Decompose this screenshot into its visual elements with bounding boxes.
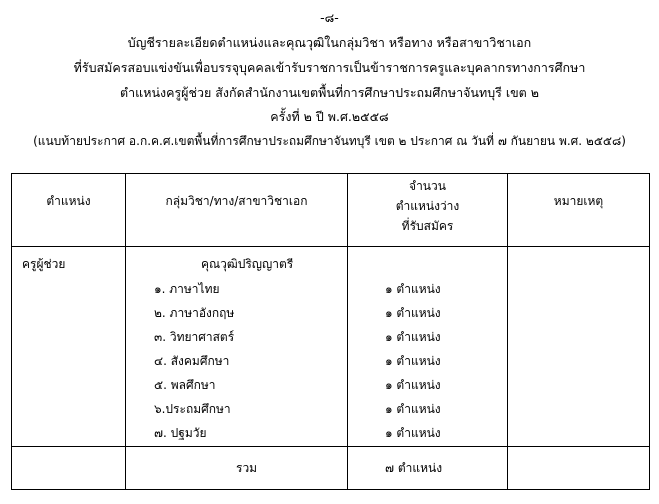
- subject-item: ๑. ภาษาไทย: [154, 282, 220, 296]
- header-count-line-2: ตำแหน่งว่าง: [395, 199, 460, 213]
- count-item: ๑ ตำแหน่ง: [385, 330, 441, 344]
- count-item: ๑ ตำแหน่ง: [385, 354, 441, 368]
- count-item: ๑ ตำแหน่ง: [385, 402, 441, 416]
- note-cell: [508, 247, 650, 447]
- header-position: ตำแหน่ง: [46, 194, 91, 208]
- count-item: ๑ ตำแหน่ง: [385, 378, 441, 392]
- total-label: รวม: [236, 461, 258, 475]
- subject-item: ๖.ประถมศึกษา: [154, 402, 231, 416]
- table-row: [12, 247, 650, 447]
- count-item: ๑ ตำแหน่ง: [385, 426, 441, 440]
- title-line-4: ครั้งที่ ๒ ปี พ.ศ.๒๕๕๘: [270, 109, 389, 124]
- total-label-cell: [126, 447, 348, 490]
- total-count-cell: [348, 447, 508, 490]
- subject-cell: [126, 247, 348, 447]
- title-line-3: ตำแหน่งครูผู้ช่วย สังกัดสำนักงานเขตพื้นที่การศึกษาประถมศึกษาจันทบุรี เขต ๒: [120, 85, 539, 100]
- count-cell: [348, 247, 508, 447]
- header-subject-cell: [126, 174, 348, 247]
- title-line-2: ที่รับสมัครสอบแข่งขันเพื่อบรรจุบุคคลเข้ารับราชการเป็นข้าราชการครูและบุคลากรทางการศึกษา: [73, 60, 586, 75]
- position-cell: [12, 247, 126, 447]
- qualification-label: คุณวุฒิปริญญาตรี: [201, 257, 294, 271]
- count-item: ๑ ตำแหน่ง: [385, 282, 441, 296]
- total-note-cell: [508, 447, 650, 490]
- subject-item: ๔. สังคมศึกษา: [154, 354, 230, 368]
- total-count: ๗ ตำแหน่ง: [385, 461, 443, 475]
- positions-table: [11, 173, 650, 490]
- total-position-cell: [12, 447, 126, 490]
- page-number: -๘-: [320, 10, 339, 25]
- header-subject: กลุ่มวิชา/ทาง/สาขาวิชาเอก: [165, 194, 308, 208]
- subject-item: ๓. วิทยาศาสตร์: [154, 330, 235, 344]
- header-count-line-1: จำนวน: [409, 179, 446, 193]
- header-position-cell: [12, 174, 126, 247]
- annex-note: (แนบท้ายประกาศ อ.ก.ค.ศ.เขตพื้นที่การศึกษาประถมศึกษาจันทบุรี เขต ๒ ประกาศ ณ วันที่ ๗ กันยายน พ.ศ. ๒๕๕๘): [33, 134, 626, 148]
- position-name: ครูผู้ช่วย: [22, 257, 66, 271]
- header-note-cell: [508, 174, 650, 247]
- table-header-row: [12, 174, 650, 247]
- table-total-row: [12, 447, 650, 490]
- title-line-1: บัญชีรายละเอียดตำแหน่งและคุณวุฒิในกลุ่มวิชา หรือทาง หรือสาขาวิชาเอก: [127, 35, 532, 50]
- subject-item: ๒. ภาษาอังกฤษ: [154, 306, 235, 320]
- header-count-line-3: ที่รับสมัคร: [401, 219, 454, 233]
- subject-item: ๗. ปฐมวัย: [154, 426, 207, 440]
- header-note: หมายเหตุ: [553, 194, 604, 208]
- count-item: ๑ ตำแหน่ง: [385, 306, 441, 320]
- header-count-cell: [348, 174, 508, 247]
- subject-item: ๕. พลศึกษา: [154, 378, 216, 392]
